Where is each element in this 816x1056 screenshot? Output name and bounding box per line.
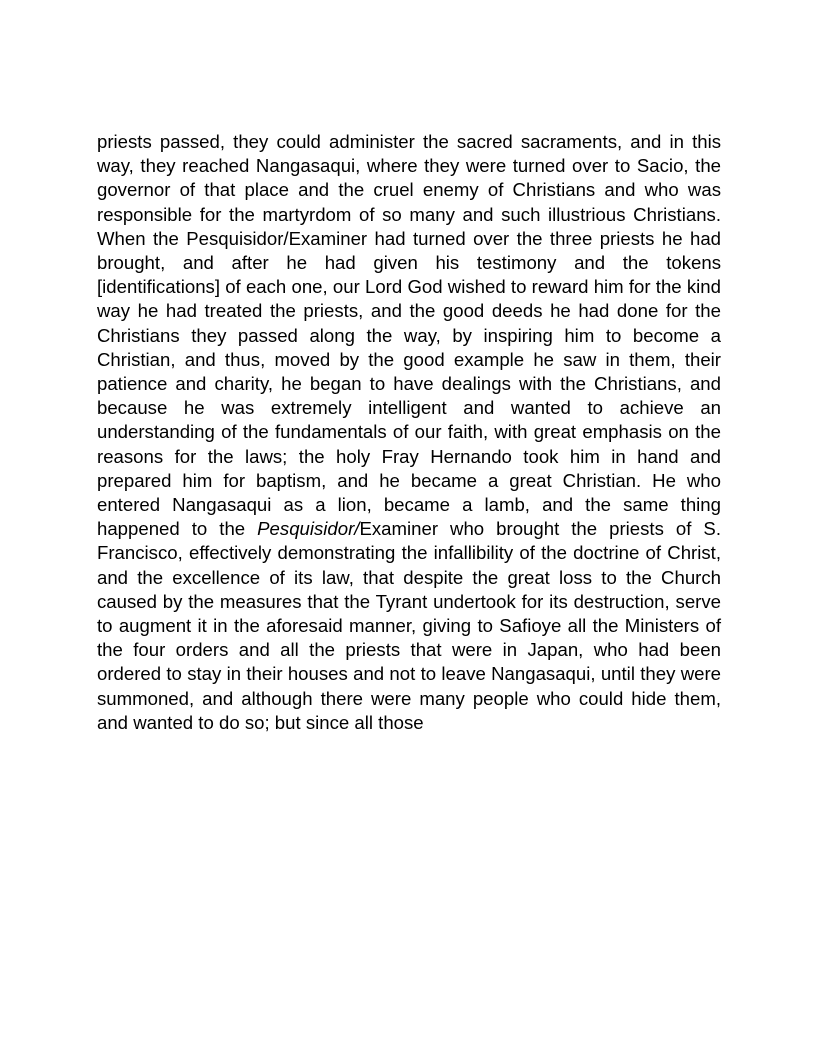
paragraph-text-end: Examiner who brought the priests of S. Francisco, effectively demonstrating the infallibility of the doctrine of Christ, and the excellence of its law, that despite the great loss to the Church caused by the measures that the Tyrant undertook for its destruction, serve to augment it in the aforesaid manner, giving to Safioye all the Ministers of the four orders and all the priests that were in Japan, who had been ordered to stay in their houses and not to leave Nangasaqui, until they were summoned, and although there were many people who could hide them, and wanted to do so; but since all those bbox=[97, 518, 721, 733]
paragraph-text-start: priests passed, they could administer the sacred sacraments, and in this way, they reached Nangasaqui, where they were turned over to Sacio, the governor of that place and the cruel enemy of Christians and who was responsible for the martyrdom of so many and such illustrious Christians. When the Pesquisidor/Examiner had turned over the three priests he had brought, and after he had given his testimony and the tokens [identifications] of each one, our Lord God wished to reward him for the kind way he had treated the priests, and the good deeds he had done for the Christians they passed along the way, by inspiring him to become a Christian, and thus, moved by the good example he saw in them, their patience and charity, he began to have dealings with the Christians, and because he was extremely intelligent and wanted to achieve an understanding of the fundamentals of our faith, with great emphasis on the reasons for the laws; the holy Fray Hernando took him in hand and prepared him for baptism, and he became a great Christian. He who entered Nangasaqui as a lion, became a lamb, and the same thing happened to the bbox=[97, 131, 721, 540]
body-text bbox=[97, 130, 721, 735]
italic-term: Pesquisidor/ bbox=[257, 518, 360, 540]
paragraph bbox=[97, 130, 721, 735]
